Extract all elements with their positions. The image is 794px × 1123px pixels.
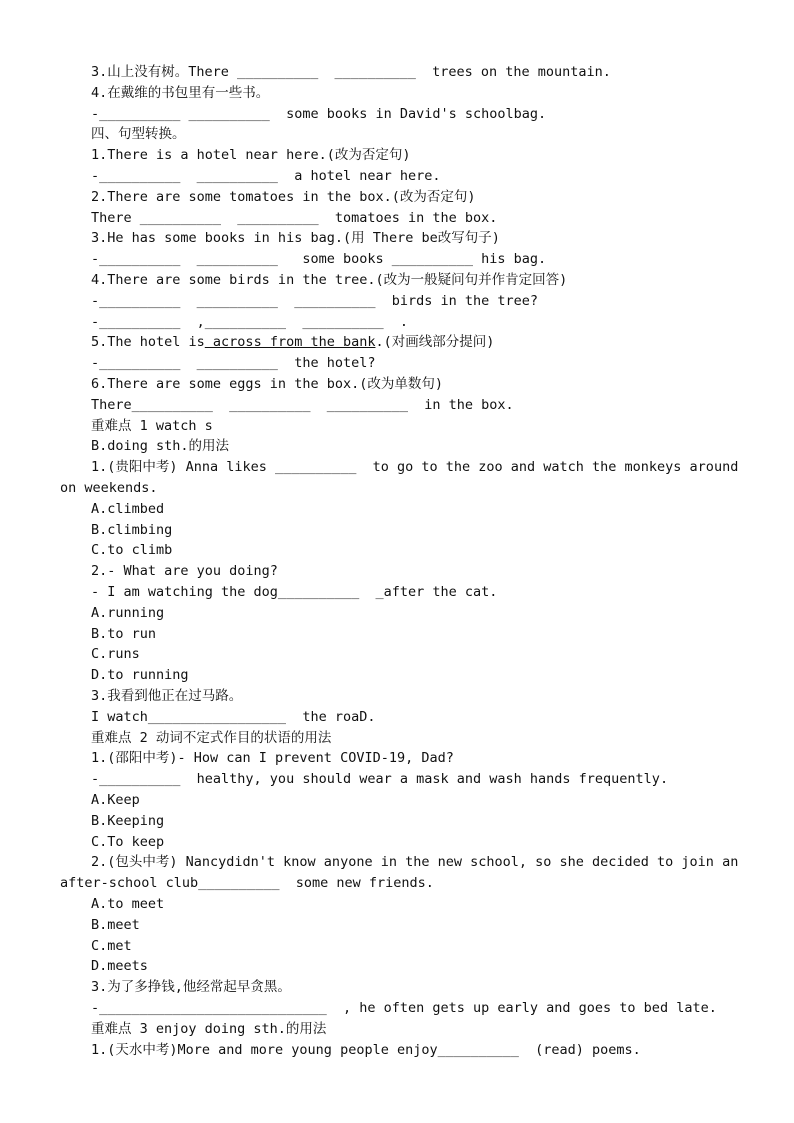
- text-line: D.to running: [91, 667, 189, 684]
- text-line: 重难点 3 enjoy doing sth.的用法: [91, 1020, 327, 1037]
- text-line: -__________ ,__________ __________ .: [91, 313, 408, 330]
- text-line: 4.There are some birds in the tree.(改为一般疑问句并作肯定回答): [91, 272, 568, 288]
- text-line: -__________ __________ __________ birds in the tree?: [91, 292, 539, 309]
- text-line: There __________ __________ tomatoes in the box.: [91, 209, 498, 226]
- text-line: A.running: [91, 604, 165, 621]
- text-line: 1.(天水中考)More and more young people enjoy__________ (read) poems.: [91, 1041, 641, 1058]
- text-line: 1.(邵阳中考)- How can I prevent COVID-19, Dad?: [91, 750, 454, 767]
- text-line: D.meets: [91, 958, 148, 975]
- text-line: B.doing sth.的用法: [91, 438, 230, 455]
- text-line: - I am watching the dog__________ _after the cat.: [91, 584, 498, 600]
- text-line: B.Keeping: [91, 812, 165, 829]
- text-line: C.to climb: [91, 542, 173, 559]
- text-line: 4.在戴维的书包里有一些书。: [91, 84, 270, 101]
- text-line: after-school club__________ some new friends.: [60, 875, 434, 892]
- text-line: 四、句型转换。: [91, 126, 186, 143]
- text-line: -__________ __________ the hotel?: [91, 355, 376, 372]
- text-line: 2.There are some tomatoes in the box.(改为否定句): [91, 188, 476, 205]
- text-line: 3.山上没有树。There __________ __________ trees on the mountain.: [91, 64, 611, 80]
- text-line: A.Keep: [91, 792, 140, 808]
- underlined-phrase: across from the bank: [204, 334, 376, 351]
- text-line: B.climbing: [91, 521, 173, 538]
- text-line: [91, 333, 494, 351]
- text-line: B.meet: [91, 916, 140, 933]
- text-line: C.runs: [91, 646, 140, 663]
- text-line: on weekends.: [60, 480, 158, 496]
- text-line: 6.There are some eggs in the box.(改为单数句): [91, 376, 443, 392]
- text-line: A.climbed: [91, 500, 165, 517]
- text-line: 3.我看到他正在过马路。: [91, 688, 243, 704]
- text-line: A.to meet: [91, 896, 165, 912]
- text-line: 3.He has some books in his bag.(用 There be改写句子): [91, 230, 500, 247]
- line-text: .(对画线部分提问): [375, 334, 495, 351]
- text-line: 1.There is a hotel near here.(改为否定句): [91, 147, 411, 164]
- line-text: 5.The hotel is: [91, 334, 205, 351]
- text-line: 重难点 2 动词不定式作目的状语的用法: [91, 729, 332, 746]
- text-line: I watch_________________ the roaD.: [91, 708, 376, 725]
- text-line: 1.(贵阳中考) Anna likes __________ to go to the zoo and watch the monkeys around: [91, 459, 739, 476]
- text-line: -__________ __________ a hotel near here.: [91, 168, 441, 184]
- text-line: 3.为了多挣钱,他经常起早贪黑。: [91, 979, 291, 996]
- text-line: -____________________________ , he often gets up early and goes to bed late.: [91, 1000, 717, 1016]
- text-line: C.met: [91, 937, 132, 954]
- text-line: -__________ __________ some books __________ his bag.: [91, 251, 547, 268]
- text-line: 重难点 1 watch s: [91, 417, 213, 434]
- text-line: C.To keep: [91, 833, 165, 850]
- text-line: 2.(包头中考) Nancydidn't know anyone in the new school, so she decided to join an: [91, 854, 739, 871]
- text-line: 2.- What are you doing?: [91, 563, 278, 580]
- text-line: -__________ healthy, you should wear a mask and wash hands frequently.: [91, 771, 669, 788]
- text-line: -__________ __________ some books in David's schoolbag.: [91, 105, 547, 122]
- text-line: B.to run: [91, 625, 157, 642]
- text-line: There__________ __________ __________ in the box.: [91, 396, 514, 413]
